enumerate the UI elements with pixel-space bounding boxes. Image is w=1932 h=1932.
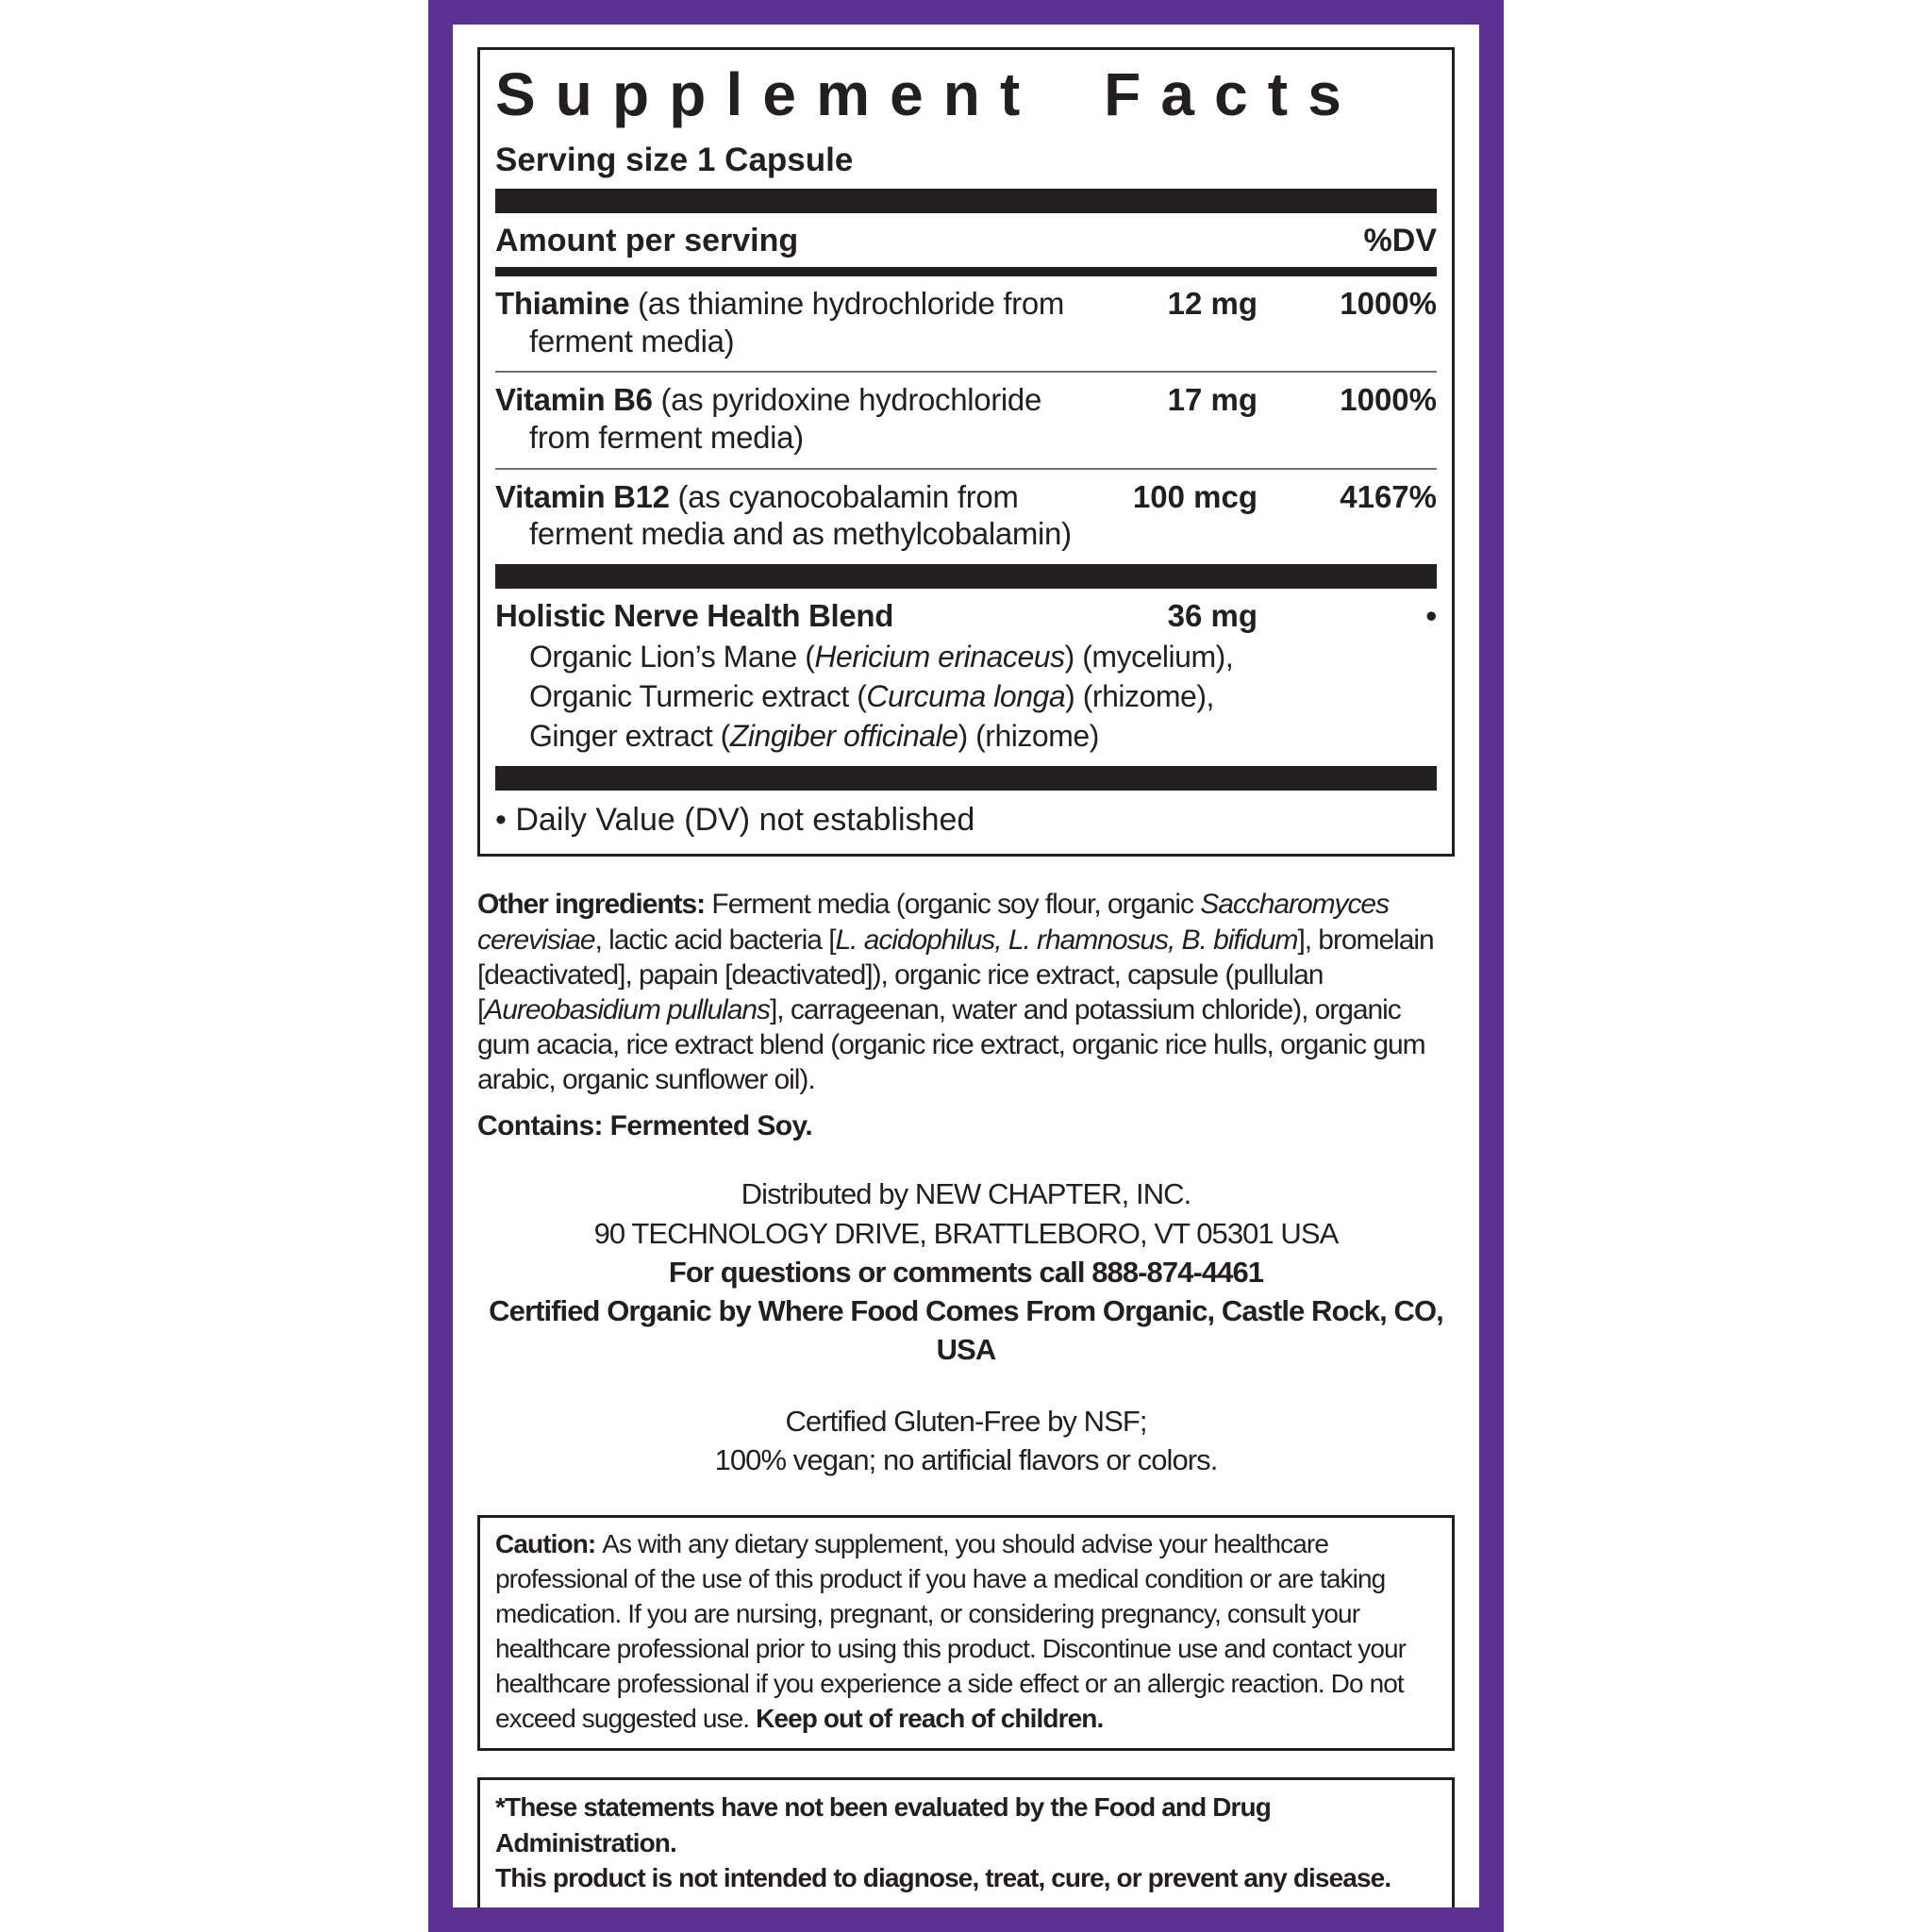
divider-thick-blend [495,564,1437,589]
nutrient-name: Vitamin B6 [495,382,653,418]
nutrient-row-thiamine [495,276,1437,371]
nutrient-desc: (as thiamine hydrochloride from ferment media) [529,286,1065,358]
divider-medium [495,267,1437,276]
fda-disclaimer-line: *These statements have not been evaluated by the Food and Drug Administration. [495,1791,1271,1857]
blend-ingredient-line: Organic Turmeric extract (Curcuma longa) (rhizome), [529,679,1214,714]
dv-footnote: • Daily Value (DV) not established [495,802,975,839]
blend-name: Holistic Nerve Health Blend [495,597,894,633]
nutrient-name: Vitamin B12 [495,478,670,514]
distributor-line: Distributed by NEW CHAPTER, INC. [741,1177,1191,1211]
nutrient-name-desc [495,478,1092,553]
nutrient-amount: 12 mg [1167,286,1257,322]
caution-text: Caution: As with any dietary supplement, you should advise your healthcare professional of the use of this product if you have a medical condition or are taking medication. If you are nursing, pregnant, or considering pregnancy, consult your healthcare professional prior to using this product. Discontinue use and contact your healthcare professional if you experience a side effect or an allergic reaction. Do not exceed suggested use. Keep out of reach of children. [495,1529,1407,1733]
facts-table [495,276,1437,844]
label-background [453,25,1479,1907]
nutrient-desc: (as pyridoxine hydrochloride from ferment media) [529,382,1041,455]
nutrient-desc: (as cyanocobalamin from ferment media and as methylcobalamin) [529,478,1072,552]
purple-frame [428,0,1504,1932]
blend-dv-bullet: • [1425,597,1437,633]
nutrient-name-desc [495,381,1092,456]
contains-statement: Contains: Fermented Soy. [477,1110,813,1142]
distributor-block [477,1174,1455,1369]
divider-thick-bottom [495,766,1437,791]
nutrient-name: Thiamine [495,286,630,322]
facts-header-row [495,213,1437,267]
nutrient-name-desc [495,285,1092,359]
blend-ingredient-line: Organic Lion’s Mane (Hericium erinaceus) (mycelium), [529,640,1234,675]
serving-size: Serving size 1 Capsule [495,142,854,179]
supplement-facts-title: Supplement Facts [495,60,1361,128]
nutrient-row-vitamin-b6 [495,373,1437,467]
other-ingredients: Other ingredients: Ferment media (organic soy flour, organic Saccharomyces cerevisiae, lactic acid bacteria [L. acidophilus, L. rhamnosus, B. bifidum], bromelain [deactivated], papain [deactivated]), organic rice extract, capsule (pullulan [Aureobasidium pullulans], carrageenan, water and potassium chloride), organic gum acacia, rice extract blend (organic rice extract, organic rice hulls, organic gum arabic, organic sunflower oil). [477,889,1434,1096]
supplement-facts-panel [477,47,1455,857]
vegan-line: 100% vegan; no artificial flavors or colors. [714,1442,1218,1476]
amount-per-serving-header: Amount per serving [495,223,799,259]
organic-certifier-line: Certified Organic by Where Food Comes From Organic, Castle Rock, CO, USA [489,1294,1443,1367]
nutrient-amount: 17 mg [1167,382,1257,418]
certification-block [477,1402,1455,1479]
fda-disclaimer-box [477,1777,1455,1907]
nutrient-dv: 1000% [1340,286,1437,322]
dv-header: %DV [1363,223,1437,259]
blend-amount: 36 mg [1167,597,1257,633]
caution-box [477,1515,1455,1751]
nutrient-amount: 100 mcg [1132,478,1257,514]
blend-ingredient-line: Ginger extract (Zingiber officinale) (rhizome) [529,719,1099,754]
nutrient-dv: 1000% [1340,382,1437,418]
blend-header-row [495,589,1437,637]
gluten-free-line: Certified Gluten-Free by NSF; [785,1404,1147,1438]
nutrient-dv: 4167% [1340,478,1437,514]
divider-thick-top [495,189,1437,213]
distributor-address: 90 TECHNOLOGY DRIVE, BRATTLEBORO, VT 05301 USA [593,1216,1339,1250]
nutrient-row-vitamin-b12 [495,470,1437,564]
contact-phone-line: For questions or comments call 888-874-4461 [668,1255,1264,1289]
fda-disclaimer-line: This product is not intended to diagnose, treat, cure, or prevent any disease. [495,1863,1391,1893]
